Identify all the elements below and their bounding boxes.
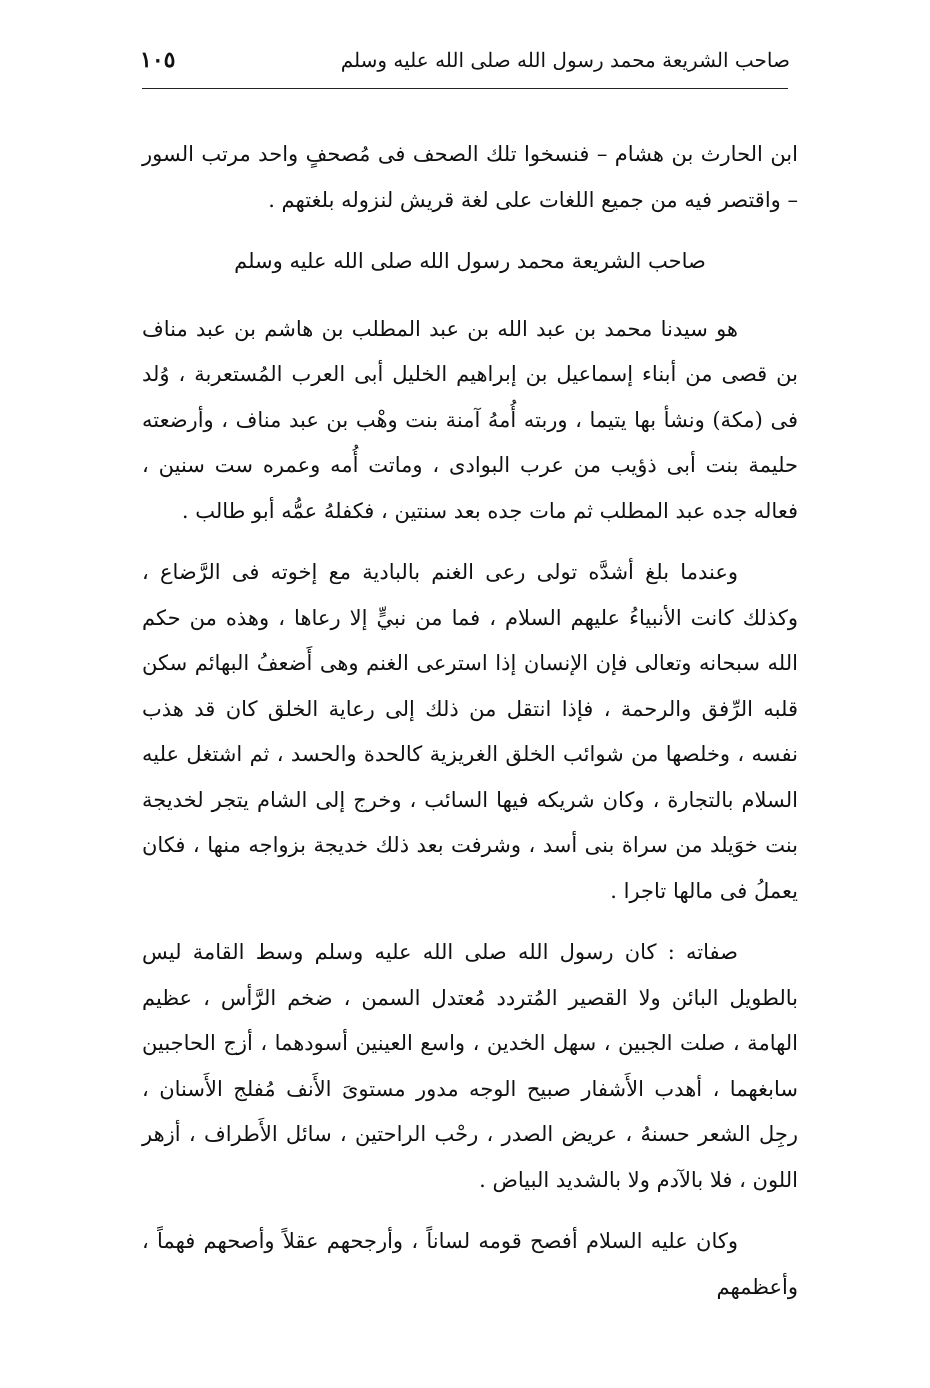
paragraph-lineage: هو سيدنا محمد بن عبد الله بن عبد المطلب بن هاشم بن عبد مناف بن قصى من أبناء إسماعيل بن إبراهيم الخليل أبى العرب المُستعربة ، وُلد فى (مكة) ونشأ بها يتيما ، وربته أُمهُ آمنة بنت وهْب بن عبد مناف ، وأرضعته حليمة بنت أبى ذؤيب من عرب البوادى ، وماتت أُمه وعمره ست سنين ، فعاله جده عبد المطلب ثم مات جده بعد سنتين ، فكفلهُ عمُّه أبو طالب .	[142, 316, 798, 523]
paragraph-attributes: صفاته : كان رسول الله صلى الله عليه وسلم وسط القامة ليس بالطويل البائن ولا القصير المُتردد مُعتدل السمن ، ضخم الرَّأس ، عظيم الهامة ، صلت الجبين ، سهل الخدين ، واسع العينين أسودهما ، أزج الحاجبين سابغهما ، أهدب الأَشفار صبيح الوجه مدور مستوىَ الأَنف مُفلج الأَسنان ، رجِل الشعر حسنهُ ، عريض الصدر ، رحْب الراحتين ، سائل الأَطراف ، أزهر اللون ، فلا بالآدم ولا بالشديد البياض .	[142, 940, 798, 1192]
page-body	[142, 132, 798, 1310]
paragraph-continuation: ابن الحارث بن هشام – فنسخوا تلك الصحف فى مُصحفٍ واحد مرتب السور – واقتصر فيه من جميع اللغات على لغة قريش لنزوله بلغتهم .	[142, 142, 798, 212]
paragraph-youth: وعندما بلغ أشدَّه تولى رعى الغنم بالبادية مع إخوته فى الرَّضاع ، وكذلك كانت الأنبياءُ عليهم السلام ، فما من نبيٍّ إلا رعاها ، وهذه من حكم الله سبحانه وتعالى فإن الإنسان إذا استرعى الغنم وهى أَضعفُ البهائم سكن قلبه الرِّفق والرحمة ، فإذا انتقل من ذلك إلى رعاية الخلق كان قد هذب نفسه ، وخلصها من شوائب الخلق الغريزية كالحدة والحسد ، ثم اشتغل عليه السلام بالتجارة ، وكان شريكه فيها السائب ، وخرج إلى الشام يتجر لخديجة بنت خوَيلد من سراة بنى أسد ، وشرفت بعد ذلك خديجة بزواجه منها ، فكان يعملُ فى مالها تاجرا .	[142, 560, 798, 903]
page-number: ١٠٥	[140, 47, 176, 73]
running-head	[140, 40, 790, 80]
section-heading: صاحب الشريعة محمد رسول الله صلى الله عليه وسلم	[234, 249, 706, 273]
paragraph-eloquence: وكان عليه السلام أفصح قومه لساناً ، وأرجحهم عقلاً وأصحهم فهماً ، وأعظمهم	[142, 1229, 798, 1299]
running-title: صاحب الشريعة محمد رسول الله صلى الله عليه وسلم	[340, 48, 790, 72]
header-rule	[142, 88, 788, 89]
